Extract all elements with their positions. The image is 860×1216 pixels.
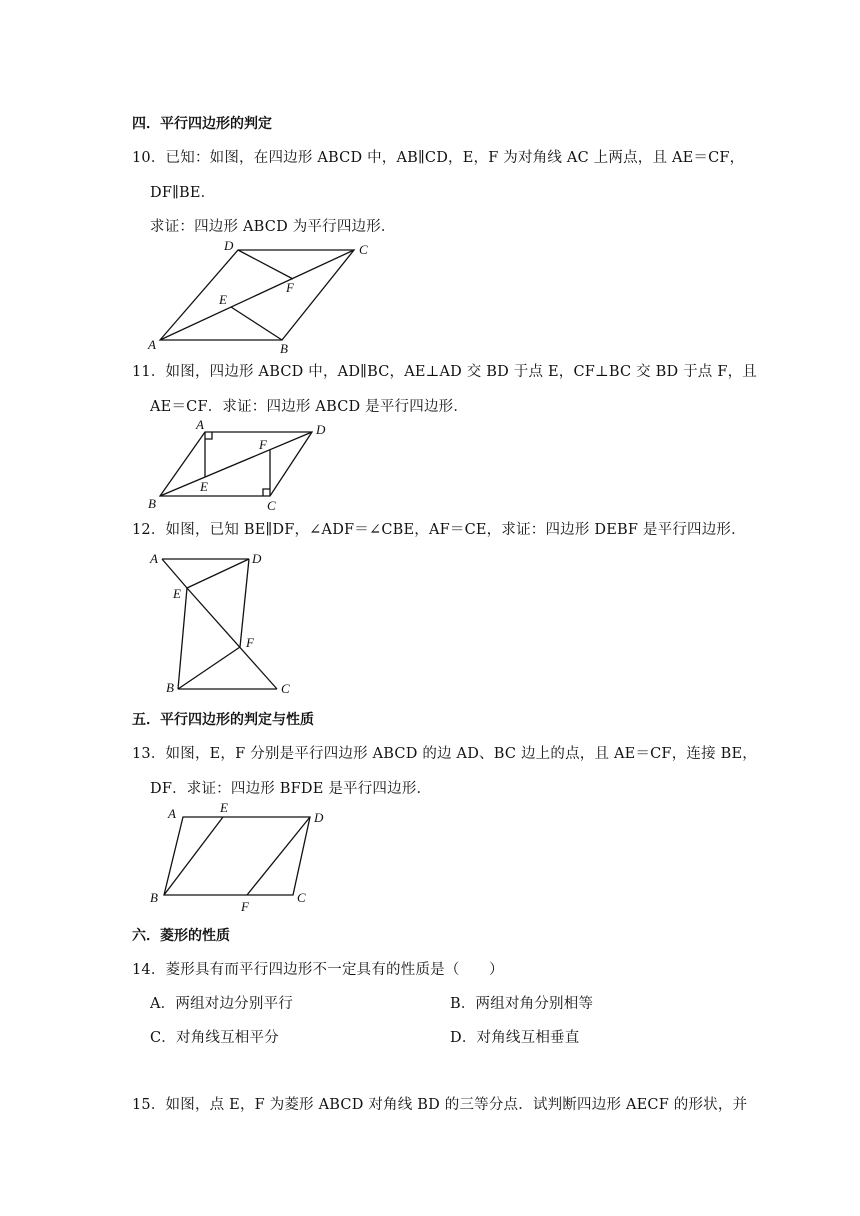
label-b: B xyxy=(148,496,156,511)
label-f: F xyxy=(241,899,249,914)
segment-df xyxy=(238,250,293,279)
figure-problem-13 xyxy=(140,800,340,915)
label-f: F xyxy=(259,437,267,452)
problem-14-option-c: C．对角线互相平分 xyxy=(150,1030,279,1046)
problem-14-option-d: D．对角线互相垂直 xyxy=(450,1030,580,1046)
right-angle-mark-c xyxy=(263,489,270,496)
label-d: D xyxy=(314,810,324,825)
label-d: D xyxy=(224,238,234,253)
label-c: C xyxy=(267,498,276,513)
label-e: E xyxy=(220,800,228,815)
label-b: B xyxy=(166,680,174,695)
problem-10-line-2: DF∥BE． xyxy=(150,185,216,201)
label-f: F xyxy=(286,280,294,295)
label-c: C xyxy=(297,890,306,905)
problem-10-line-1: 10．已知：如图，在四边形 ABCD 中，AB∥CD，E，F 为对角线 AC 上两点，且 AE＝CF， xyxy=(132,150,745,166)
problem-15-line-1: 15．如图，点 E，F 为菱形 ABCD 对角线 BD 的三等分点．试判断四边形 AECF 的形状，并 xyxy=(132,1097,748,1113)
diagonal-ac xyxy=(160,250,354,340)
label-b: B xyxy=(150,890,158,905)
segment-be xyxy=(178,588,187,689)
problem-14-stem: 14．菱形具有而平行四边形不一定具有的性质是（ ） xyxy=(132,962,504,978)
label-a: A xyxy=(150,551,158,566)
label-b: B xyxy=(280,341,288,356)
label-f: F xyxy=(246,635,254,650)
problem-13-line-1: 13．如图，E，F 分别是平行四边形 ABCD 的边 AD、BC 边上的点，且 AE＝CF，连接 BE， xyxy=(132,746,757,762)
label-e: E xyxy=(200,479,208,494)
parallelogram-abcd xyxy=(164,817,310,895)
problem-14-option-a: A．两组对边分别平行 xyxy=(150,996,293,1012)
segment-df xyxy=(247,817,310,895)
label-e: E xyxy=(219,292,227,307)
figure-problem-12 xyxy=(140,545,300,700)
label-c: C xyxy=(281,681,290,696)
problem-11-line-1: 11．如图，四边形 ABCD 中，AD∥BC，AE⊥AD 交 BD 于点 E，CF⊥BC 交 BD 于点 F，且 xyxy=(132,364,757,380)
label-a: A xyxy=(148,337,156,352)
section-heading-5: 五．平行四边形的判定与性质 xyxy=(132,712,314,728)
segment-df xyxy=(240,559,249,647)
segment-be xyxy=(231,307,282,340)
segment-bf xyxy=(178,647,240,689)
problem-13-line-2: DF．求证：四边形 BFDE 是平行四边形． xyxy=(150,781,432,797)
right-angle-mark-a xyxy=(205,432,212,439)
problem-11-line-2: AE＝CF．求证：四边形 ABCD 是平行四边形． xyxy=(150,399,469,415)
label-a: A xyxy=(168,806,176,821)
label-e: E xyxy=(173,586,181,601)
figure-problem-11 xyxy=(140,418,350,513)
label-d: D xyxy=(252,551,262,566)
problem-14-option-b: B．两组对角分别相等 xyxy=(450,996,594,1012)
section-heading-4: 四．平行四边形的判定 xyxy=(132,116,272,132)
figure-problem-10 xyxy=(140,235,380,355)
segment-de xyxy=(187,559,249,588)
problem-10-line-3: 求证：四边形 ABCD 为平行四边形． xyxy=(150,219,396,235)
problem-12-line-1: 12．如图，已知 BE∥DF，∠ADF＝∠CBE，AF＝CE，求证：四边形 DEBF 是平行四边形． xyxy=(132,522,746,538)
label-c: C xyxy=(359,242,368,257)
section-heading-6: 六．菱形的性质 xyxy=(132,928,230,944)
label-a: A xyxy=(196,417,204,432)
label-d: D xyxy=(316,422,326,437)
segment-ae xyxy=(162,559,187,588)
